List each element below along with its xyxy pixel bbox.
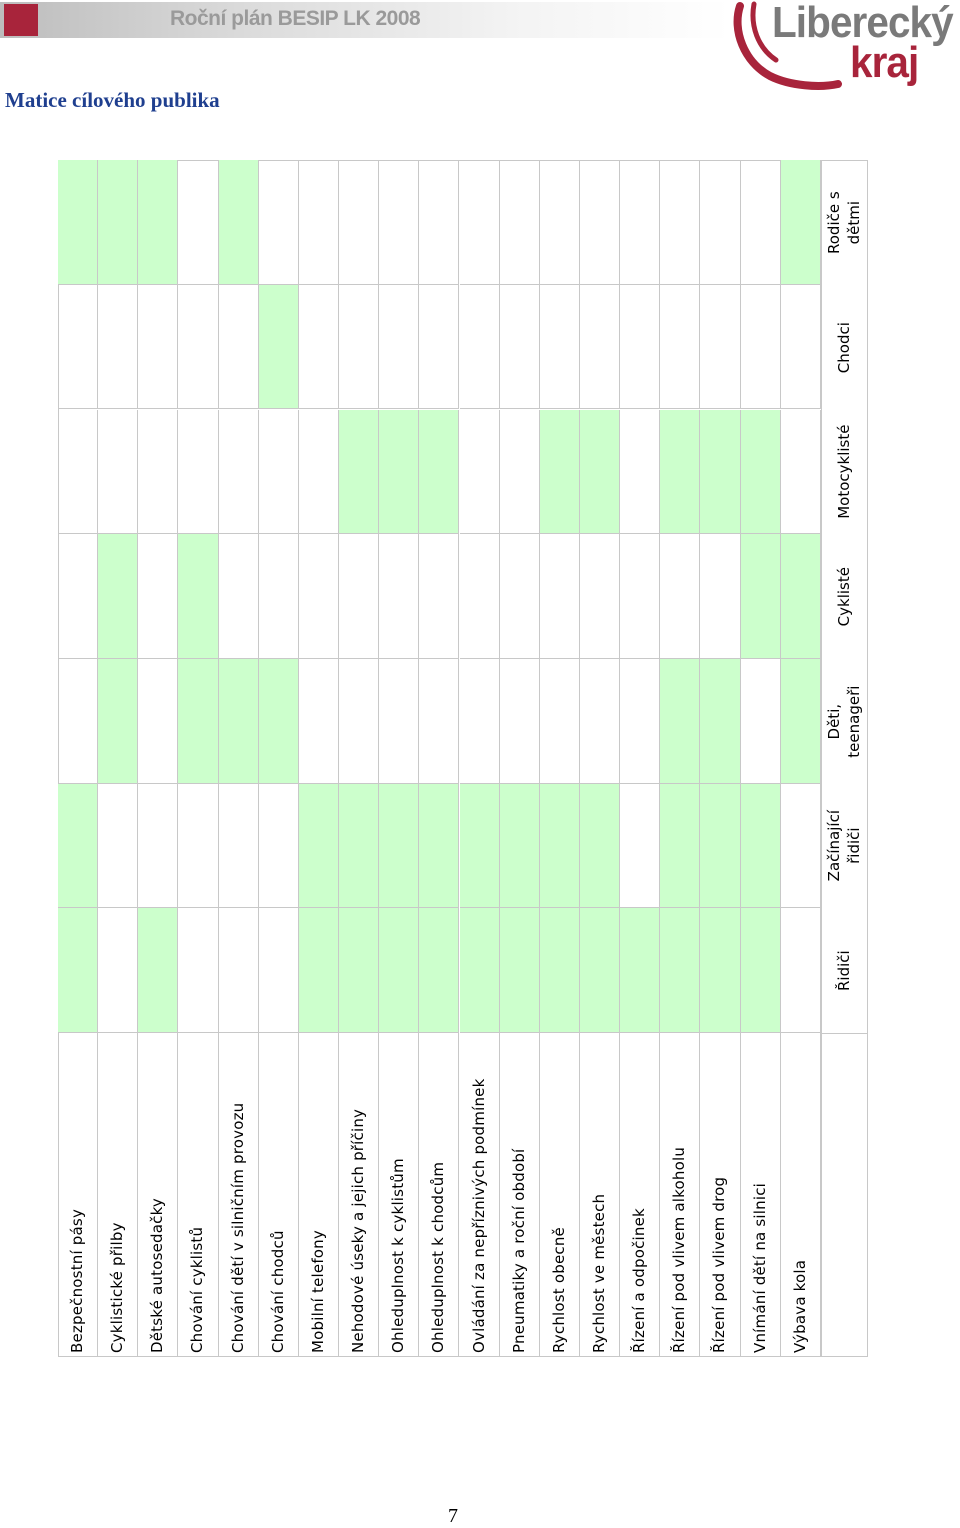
matrix-cell xyxy=(299,410,339,535)
matrix-cell xyxy=(379,410,419,535)
matrix-label-cell xyxy=(460,1033,500,1357)
matrix-cell xyxy=(299,659,339,784)
matrix-cell xyxy=(98,534,138,659)
matrix-cell xyxy=(138,784,178,909)
matrix-cell xyxy=(580,410,620,535)
matrix-cell xyxy=(660,534,700,659)
matrix-row-label: Ovládání za nepříznivých podmínek xyxy=(469,1078,488,1353)
matrix-cell xyxy=(540,908,580,1033)
matrix-label-cell xyxy=(339,1033,379,1357)
matrix-row-label: Rychlost obecně xyxy=(549,1227,568,1353)
matrix-cell xyxy=(500,784,540,909)
matrix-cell xyxy=(500,659,540,784)
matrix-cell xyxy=(500,410,540,535)
matrix-cell xyxy=(219,908,259,1033)
matrix-cell xyxy=(58,285,98,410)
matrix-cell xyxy=(178,784,218,909)
matrix-label-cell xyxy=(540,1033,580,1357)
matrix-row-label: Dětské autosedačky xyxy=(148,1197,167,1353)
matrix-cell xyxy=(500,534,540,659)
matrix-column-header: Cyklisté xyxy=(835,566,854,627)
matrix-cell xyxy=(460,410,500,535)
matrix-cell xyxy=(580,659,620,784)
matrix-cell xyxy=(460,534,500,659)
matrix-cell xyxy=(580,534,620,659)
matrix-label-cell xyxy=(138,1033,178,1357)
matrix-cell xyxy=(379,784,419,909)
matrix-cell xyxy=(500,908,540,1033)
matrix-row-label: Cyklistické přilby xyxy=(108,1222,127,1353)
matrix-header-corner xyxy=(821,1033,868,1357)
matrix-cell xyxy=(620,784,660,909)
matrix-cell xyxy=(299,285,339,410)
matrix-cell xyxy=(660,285,700,410)
matrix-label-cell xyxy=(58,1033,98,1357)
matrix-cell xyxy=(700,285,740,410)
matrix-cell xyxy=(98,160,138,285)
page-number: 7 xyxy=(448,1505,458,1527)
matrix-cell xyxy=(379,534,419,659)
matrix-cell xyxy=(540,285,580,410)
logo-text-kraj: kraj xyxy=(850,38,919,87)
matrix-column-header: Děti, teenageři xyxy=(825,685,864,758)
matrix-cell xyxy=(299,160,339,285)
matrix-label-cell xyxy=(700,1033,740,1357)
matrix-cell xyxy=(138,908,178,1033)
matrix-cell xyxy=(58,784,98,909)
matrix-row-label: Výbava kola xyxy=(790,1259,809,1353)
matrix-cell xyxy=(259,908,299,1033)
matrix-cell xyxy=(781,160,821,285)
matrix-cell xyxy=(259,534,299,659)
matrix-cell xyxy=(660,160,700,285)
matrix-cell xyxy=(741,160,781,285)
matrix-cell xyxy=(460,784,500,909)
matrix-cell xyxy=(219,410,259,535)
matrix-row-label: Vnímání dětí na silnici xyxy=(750,1182,769,1353)
matrix-cell xyxy=(620,410,660,535)
matrix-row-label: Řízení pod vlivem drog xyxy=(710,1176,729,1353)
matrix-cell xyxy=(419,659,459,784)
matrix-cell xyxy=(339,659,379,784)
matrix-label-cell xyxy=(741,1033,781,1357)
matrix-cell xyxy=(540,659,580,784)
matrix-cell xyxy=(620,908,660,1033)
matrix-column-header: Motocyklisté xyxy=(835,424,854,519)
matrix-cell xyxy=(620,534,660,659)
header-title: Roční plán BESIP LK 2008 xyxy=(170,7,421,30)
matrix-cell xyxy=(138,285,178,410)
matrix-cell xyxy=(781,908,821,1033)
matrix-cell xyxy=(660,784,700,909)
matrix-cell xyxy=(540,534,580,659)
matrix-cell xyxy=(540,160,580,285)
matrix-row-label: Chování cyklistů xyxy=(188,1226,207,1353)
matrix-cell xyxy=(178,160,218,285)
matrix-cell xyxy=(741,410,781,535)
matrix-cell xyxy=(138,534,178,659)
matrix-cell xyxy=(339,908,379,1033)
matrix-label-cell xyxy=(259,1033,299,1357)
matrix-cell xyxy=(259,410,299,535)
matrix-label-cell xyxy=(419,1033,459,1357)
page-heading: Matice cílového publika xyxy=(5,88,220,112)
matrix-cell xyxy=(379,160,419,285)
matrix-label-cell xyxy=(580,1033,620,1357)
matrix-cell xyxy=(98,908,138,1033)
matrix-cell xyxy=(580,908,620,1033)
matrix-cell xyxy=(219,659,259,784)
matrix-column-header: Řidiči xyxy=(835,950,854,992)
matrix-cell xyxy=(700,908,740,1033)
matrix-cell xyxy=(660,410,700,535)
matrix-cell xyxy=(178,908,218,1033)
matrix-cell xyxy=(98,784,138,909)
matrix-label-cell xyxy=(500,1033,540,1357)
matrix-label-cell xyxy=(620,1033,660,1357)
matrix-cell xyxy=(98,285,138,410)
matrix-row-label: Mobilní telefony xyxy=(308,1230,327,1353)
matrix-cell xyxy=(620,160,660,285)
matrix-cell xyxy=(580,784,620,909)
matrix-cell xyxy=(419,534,459,659)
logo-text-liberecky: Liberecký xyxy=(772,0,953,47)
matrix-cell xyxy=(700,534,740,659)
matrix-cell xyxy=(781,784,821,909)
matrix-cell xyxy=(460,659,500,784)
matrix-cell xyxy=(460,908,500,1033)
matrix-cell xyxy=(460,285,500,410)
matrix-cell xyxy=(741,908,781,1033)
matrix-cell xyxy=(620,659,660,784)
matrix-cell xyxy=(259,285,299,410)
matrix-cell xyxy=(700,410,740,535)
matrix-label-cell xyxy=(178,1033,218,1357)
matrix-column-header: Začínající řidiči xyxy=(825,810,864,882)
matrix-label-cell xyxy=(379,1033,419,1357)
matrix-cell xyxy=(419,285,459,410)
matrix-cell xyxy=(58,160,98,285)
matrix-cell xyxy=(741,659,781,784)
matrix-cell xyxy=(138,160,178,285)
matrix-row-label: Chování dětí v silničním provozu xyxy=(228,1102,247,1353)
matrix-cell xyxy=(500,160,540,285)
matrix-label-cell xyxy=(219,1033,259,1357)
matrix-cell xyxy=(138,410,178,535)
matrix-cell xyxy=(178,534,218,659)
matrix-cell xyxy=(339,784,379,909)
matrix-row-label: Rychlost ve městech xyxy=(589,1193,608,1353)
matrix-cell xyxy=(700,160,740,285)
matrix-cell xyxy=(219,285,259,410)
matrix-row-label: Řízení pod vlivem alkoholu xyxy=(670,1146,689,1353)
matrix-cell xyxy=(580,160,620,285)
matrix-cell xyxy=(339,285,379,410)
matrix-row-label: Ohleduplnost k cyklistům xyxy=(389,1158,408,1353)
matrix-cell xyxy=(98,410,138,535)
matrix-column-header: Chodci xyxy=(835,321,854,373)
matrix-cell xyxy=(299,908,339,1033)
matrix-cell xyxy=(299,534,339,659)
matrix-cell xyxy=(339,534,379,659)
header-accent-square xyxy=(4,4,38,36)
matrix-cell xyxy=(419,908,459,1033)
matrix-cell xyxy=(138,659,178,784)
matrix-label-cell xyxy=(299,1033,339,1357)
matrix-cell xyxy=(58,908,98,1033)
matrix-cell xyxy=(98,659,138,784)
matrix-cell xyxy=(299,784,339,909)
matrix-cell xyxy=(700,659,740,784)
matrix-cell xyxy=(580,285,620,410)
matrix-cell xyxy=(219,784,259,909)
matrix-label-cell xyxy=(781,1033,821,1357)
matrix-cell xyxy=(741,534,781,659)
matrix-cell xyxy=(178,659,218,784)
matrix-cell xyxy=(58,659,98,784)
matrix-row-label: Řízení a odpočinek xyxy=(630,1208,649,1353)
matrix-column-header: Rodiče s dětmi xyxy=(825,191,864,254)
matrix-cell xyxy=(700,784,740,909)
matrix-cell xyxy=(339,410,379,535)
matrix-cell xyxy=(741,784,781,909)
matrix-cell xyxy=(781,534,821,659)
matrix-cell xyxy=(379,908,419,1033)
matrix-cell xyxy=(540,784,580,909)
matrix-cell xyxy=(379,659,419,784)
matrix-cell xyxy=(58,410,98,535)
matrix-row-label: Chování chodců xyxy=(268,1230,287,1353)
matrix-cell xyxy=(620,285,660,410)
matrix-cell xyxy=(419,784,459,909)
matrix-cell xyxy=(419,410,459,535)
matrix-cell xyxy=(379,285,419,410)
matrix-row-label: Pneumatiky a roční období xyxy=(509,1148,528,1353)
matrix-cell xyxy=(219,534,259,659)
matrix-cell xyxy=(58,534,98,659)
matrix-cell xyxy=(741,285,781,410)
matrix-cell xyxy=(500,285,540,410)
matrix-cell xyxy=(178,285,218,410)
matrix-label-cell xyxy=(660,1033,700,1357)
matrix-cell xyxy=(339,160,379,285)
matrix-cell xyxy=(219,160,259,285)
matrix-cell xyxy=(259,659,299,784)
matrix-cell xyxy=(781,410,821,535)
matrix-row-label: Nehodové úseky a jejich příčiny xyxy=(349,1108,368,1353)
matrix-cell xyxy=(660,908,700,1033)
matrix-label-cell xyxy=(98,1033,138,1357)
matrix-cell xyxy=(781,285,821,410)
matrix-row-label: Bezpečnostní pásy xyxy=(68,1208,86,1353)
matrix-cell xyxy=(259,160,299,285)
matrix-cell xyxy=(419,160,459,285)
matrix-cell xyxy=(781,659,821,784)
matrix-cell xyxy=(259,784,299,909)
matrix-row-label: Ohleduplnost k chodcům xyxy=(429,1161,448,1353)
matrix-cell xyxy=(460,160,500,285)
matrix-cell xyxy=(178,410,218,535)
matrix-cell xyxy=(660,659,700,784)
matrix-cell xyxy=(540,410,580,535)
